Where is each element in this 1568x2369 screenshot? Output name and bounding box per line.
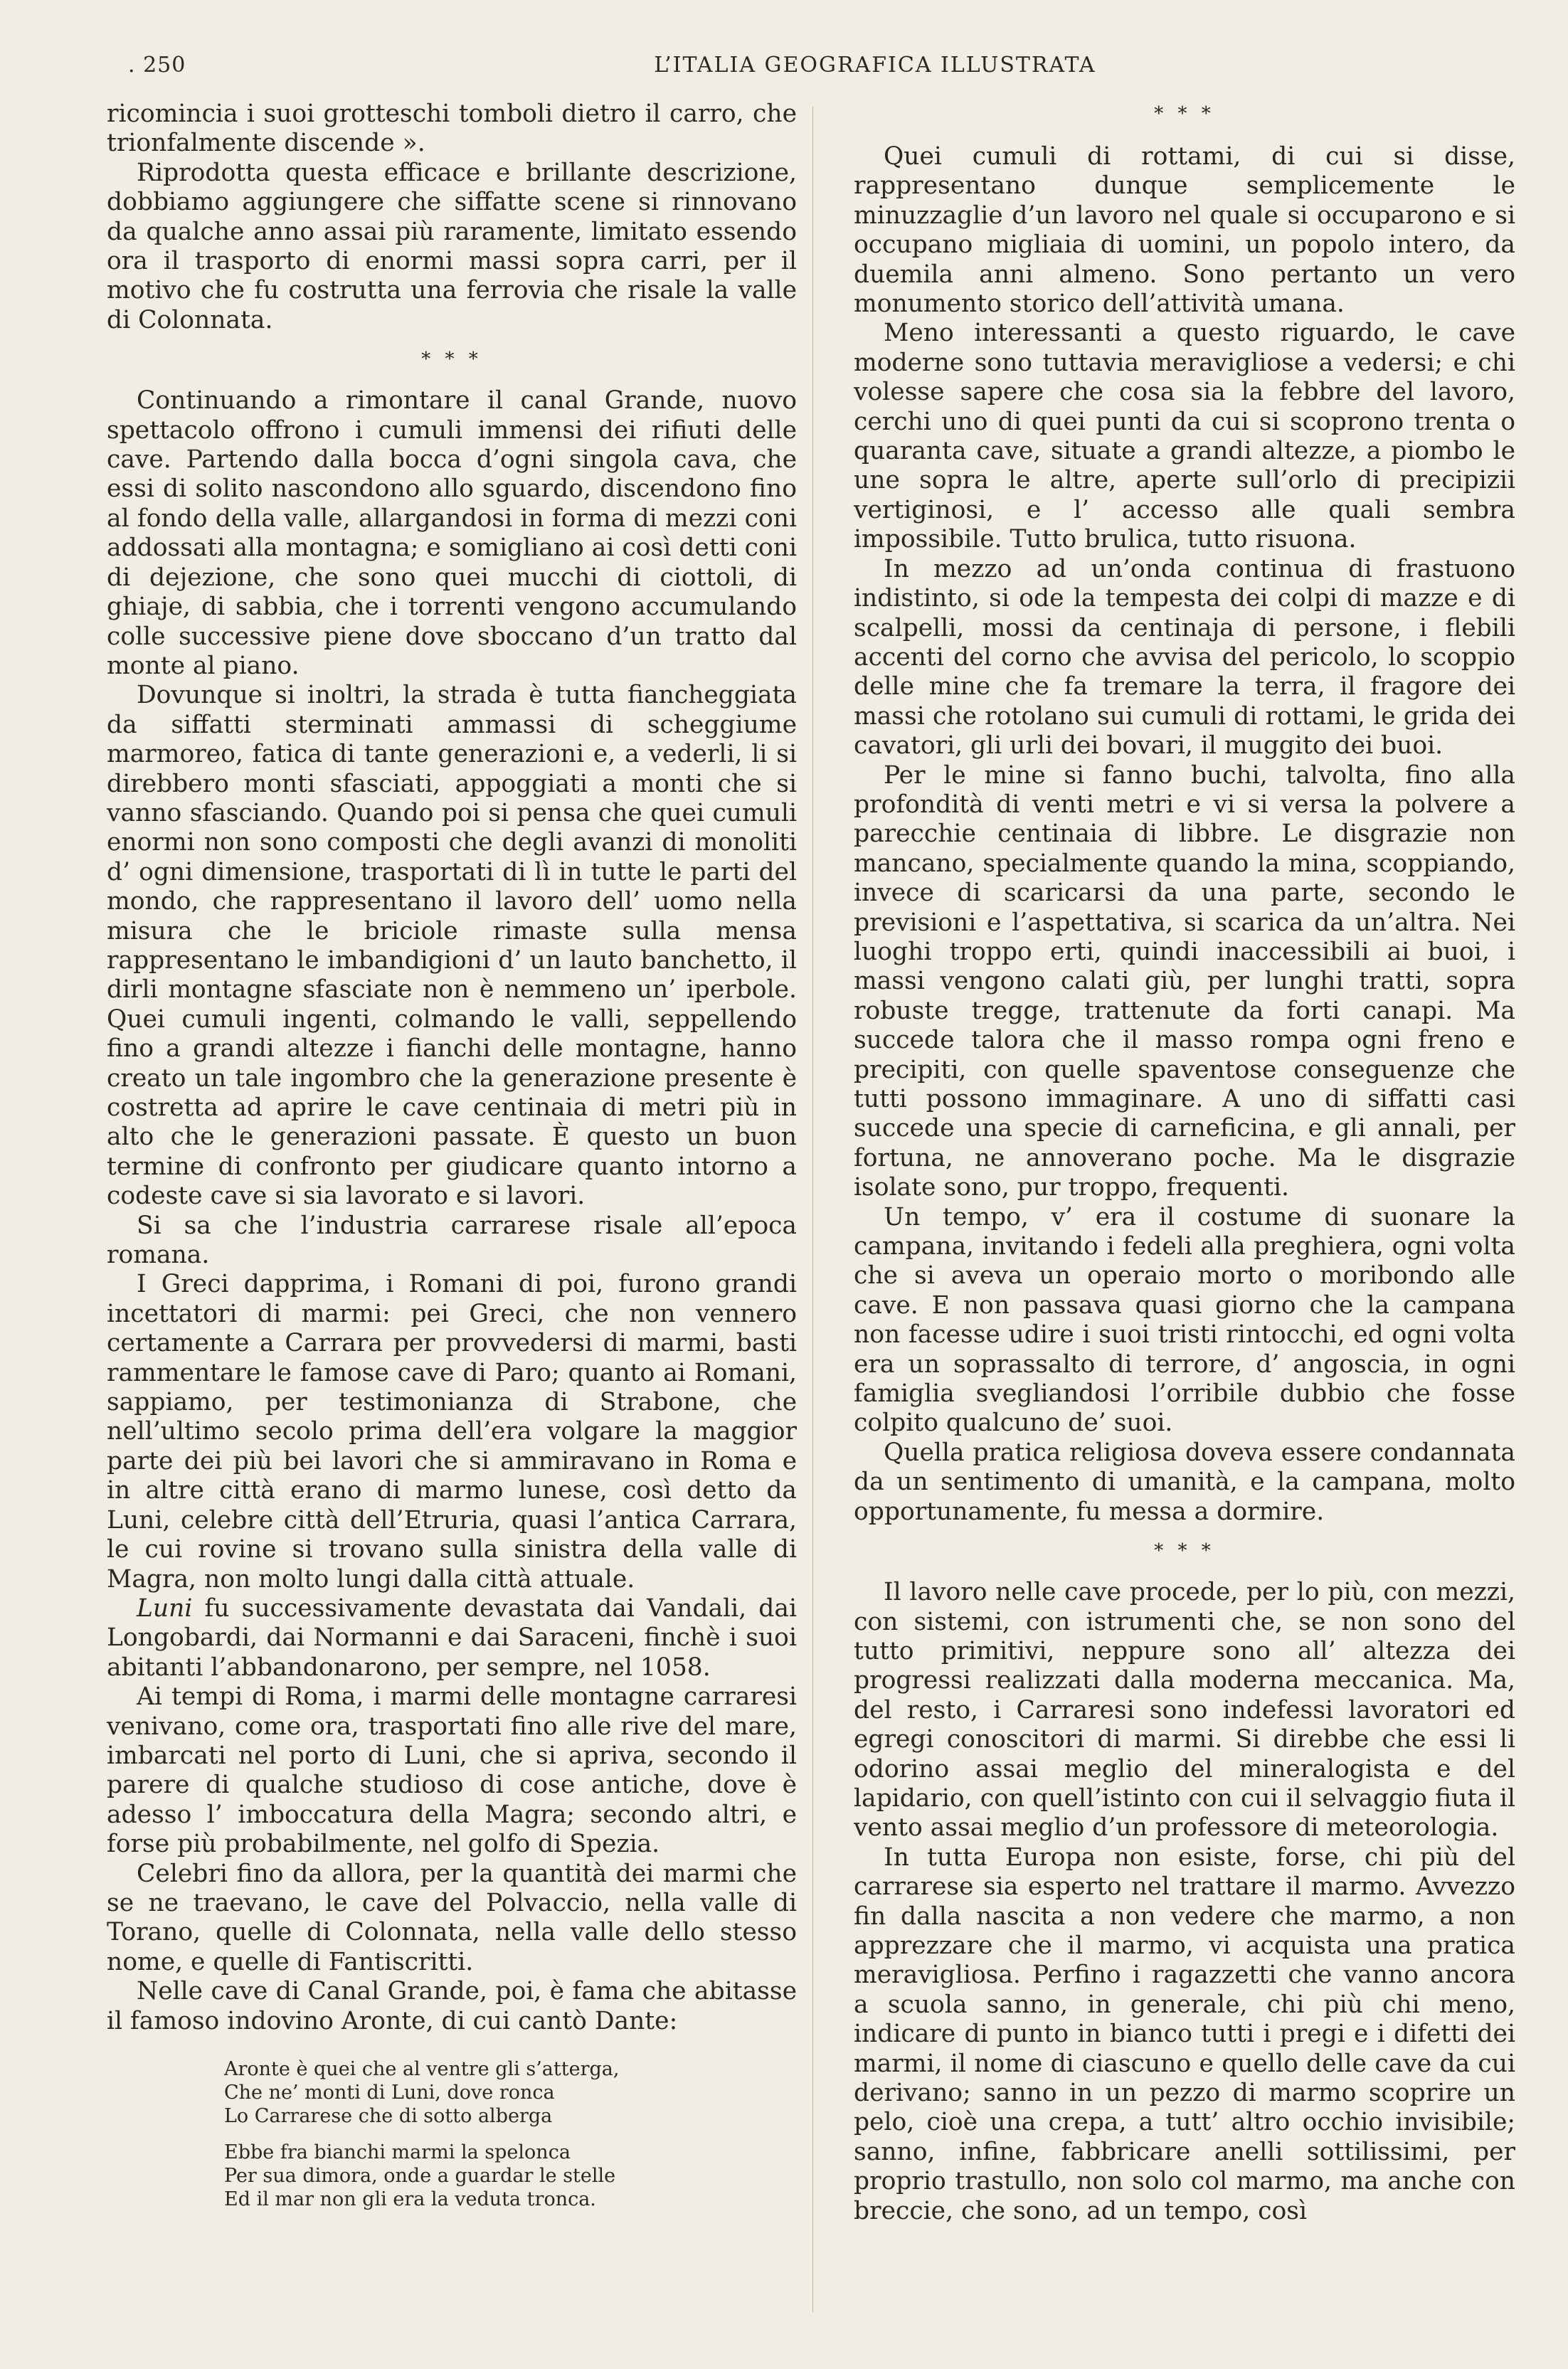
verse-stanza	[224, 2141, 797, 2211]
verse-line: Lo Carrarese che di sotto alberga	[224, 2105, 553, 2127]
verse-line: Ed il mar non gli era la veduta tronca.	[224, 2188, 596, 2210]
paragraph: ricomincia i suoi grotteschi tomboli dietro il carro, che trionfalmente discende ».	[107, 100, 797, 158]
paragraph	[107, 1594, 797, 1682]
left-column	[107, 100, 797, 2326]
section-separator	[854, 103, 1515, 124]
verse-line: Per sua dimora, onde a guardar le stelle	[224, 2165, 616, 2187]
paragraph: Celebri fino da allora, per la quantità dei marmi che se ne traevano, le cave del Polvaccio, nella valle di Torano, quelle di Colonnata, nella valle dello stesso nome, e quelle di Fantiscritti.	[107, 1859, 797, 1976]
paragraph: Un tempo, v’ era il costume di suonare la campana, invitando i fedeli alla preghiera, ogni volta che si aveva un operaio morto o moribondo alle cave. E non passava quasi giorno che la campana non facesse udire i suoi tristi rintocchi, ed ogni volta era un soprassalto di terrore, d’ angoscia, in ogni famiglia svegliandosi l’orribile dubbio che fosse colpito qualcuno de’ suoi.	[854, 1202, 1515, 1438]
separator-asterisks: * * *	[421, 349, 482, 371]
paragraph: I Greci dapprima, i Romani di poi, furono grandi incettatori di marmi: pei Greci, che non vennero certamente a Carrara per provvedersi di marmi, basti rammentare le famose cave di Paro; quanto ai Romani, sappiamo, per testimonianza di Strabone, che nell’ultimo secolo prima dell’era volgare la maggior parte dei più bei lavori che si ammiravano in Roma e in altre città erano di marmo lunese, così detto da Luni, celebre città dell’Etruria, quasi l’antica Carrara, le cui rovine si trovano sulla sinistra della valle di Magra, non molto lungi dalla città attuale.	[107, 1270, 797, 1594]
verse-line: Che ne’ monti di Luni, dove ronca	[224, 2082, 555, 2104]
section-separator	[854, 1540, 1515, 1562]
paragraph: Dovunque si inoltri, la strada è tutta fiancheggiata da siffatti sterminati ammassi di scheggiume marmoreo, fatica di tante generazioni e, a vederli, li si direbbero monti sfasciati, appoggiati a monti che si vanno sfasciando. Quando poi si pensa che quei cumuli enormi non sono composti che degli avanzi di monoliti d’ ogni dimensione, trasportati di lì in tutte le parti del mondo, che rappresentano il lavoro dell’ uomo nella misura che le briciole rimaste sulla mensa rappresentano le imbandigioni d’ un lauto banchetto, il dirli montagne sfasciate non è nemmeno un’ iperbole. Quei cumuli ingenti, colmando le valli, seppellendo fino a grandi altezze i fianchi delle montagne, hanno creato un tale ingombro che la generazione presente è costretta ad aprire le cave centinaia di metri più in alto che le generazioni passate. È questo un buon termine di confronto per giudicare quanto intorno a codeste cave si sia lavorato e si lavori.	[107, 681, 797, 1211]
verse-line: Ebbe fra bianchi marmi la spelonca	[224, 2141, 571, 2163]
dante-verse	[224, 2057, 797, 2211]
separator-asterisks: * * *	[1154, 1540, 1215, 1562]
right-column	[854, 103, 1515, 2369]
paragraph: Continuando a rimontare il canal Grande, nuovo spettacolo offrono i cumuli immensi dei rifiuti delle cave. Partendo dalla bocca d’ogni singola cava, che essi di solito nascondono allo sguardo, discendono fino al fondo della valle, allargandosi in forma di mezzi coni addossati alla montagna; e somigliano ai così detti coni di dejezione, che sono quei mucchi di ciottoli, di ghiaje, di sabbia, che i torrenti vengono accumulando colle successive piene dove sboccano d’un tratto dal monte al piano.	[107, 386, 797, 680]
paragraph: Meno interessanti a questo riguardo, le cave moderne sono tuttavia meravigliose a vedersi; e chi volesse sapere che cosa sia la febbre del lavoro, cerchi uno di quei punti da cui si scoprono trenta o quaranta cave, situate a grandi altezze, a piombo le une sopra le altre, aperte sull’orlo di precipizii vertiginosi, e l’ accesso alle quali sembra impossibile. Tutto brulica, tutto risuona.	[854, 319, 1515, 554]
paragraph-text: fu successivamente devastata dai Vandali, dai Longobardi, dai Normanni e dai Saraceni, finchè i suoi abitanti l’abbandonarono, per sempre, nel 1058.	[107, 1594, 797, 1682]
running-title: L’ITALIA GEOGRAFICA ILLUSTRATA	[654, 53, 1096, 78]
paragraph: Riprodotta questa efficace e brillante descrizione, dobbiamo aggiungere che siffatte scene si rinnovano da qualche anno assai più raramente, limitato essendo ora il trasporto di enormi massi sopra carri, per il motivo che fu costrutta una ferrovia che risale la valle di Colonnata.	[107, 158, 797, 334]
paragraph: Quella pratica religiosa doveva essere condannata da un sentimento di umanità, e la campana, molto opportunamente, fu messa a dormire.	[854, 1438, 1515, 1526]
italic-word: Luni	[137, 1594, 193, 1623]
paragraph: Quei cumuli di rottami, di cui si disse, rappresentano dunque semplicemente le minuzzaglie d’un lavoro nel quale si occuparono e si occupano migliaia di uomini, un popolo intero, da duemila anni almeno. Sono pertanto un vero monumento storico dell’attività umana.	[854, 142, 1515, 319]
verse-stanza	[224, 2057, 797, 2128]
section-separator	[107, 349, 797, 371]
paragraph: Il lavoro nelle cave procede, per lo più, con mezzi, con sistemi, con istrumenti che, se non sono del tutto primitivi, neppure sono all’ altezza dei progressi realizzati dalla moderna meccanica. Ma, del resto, i Carraresi sono indefessi lavoratori ed egregi conoscitori di marmi. Si direbbe che essi li odorino assai meglio del mineralogista e del lapidario, con quell’istinto con cui il selvaggio fiuta il vento assai meglio d’un professore di meteorologia.	[854, 1578, 1515, 1843]
separator-asterisks: * * *	[1154, 103, 1215, 124]
page-header	[128, 53, 1515, 88]
paragraph: Per le mine si fanno buchi, talvolta, fino alla profondità di venti metri e vi si versa la polvere a parecchie centinaia di libbre. Le disgrazie non mancano, specialmente quando la mina, scoppiando, invece di scaricarsi da una parte, secondo le previsioni e l’aspettativa, si scarica da un’altra. Nei luoghi troppo erti, quindi inaccessibili ai buoi, i massi vengono calati giù, per lunghi tratti, sopra robuste tregge, trattenute da forti canapi. Ma succede talora che il masso rompa ogni freno e precipiti, con quelle spaventose conseguenze che tutti possono immaginare. A uno di siffatti casi succede una specie di carneficina, e gli annali, per fortuna, ne annoverano poche. Ma le disgrazie isolate sono, pur troppo, frequenti.	[854, 760, 1515, 1202]
paragraph: Ai tempi di Roma, i marmi delle montagne carraresi venivano, come ora, trasportati fino alle rive del mare, imbarcati nel porto di Luni, che si apriva, secondo il parere di qualche studioso di cose antiche, dove è adesso l’ imboccatura della Magra; secondo altri, e forse più probabilmente, nel golfo di Spezia.	[107, 1682, 797, 1859]
column-divider	[812, 107, 813, 2312]
paragraph: In tutta Europa non esiste, forse, chi più del carrarese sia esperto nel trattare il marmo. Avvezzo fin dalla nascita a non vedere che marmo, a non apprezzare che il marmo, vi acquista una pratica meravigliosa. Perfino i ragazzetti che vanno ancora a scuola sanno, in generale, chi più chi meno, indicare di punto in bianco tutti i pregi e i difetti dei marmi, il nome di ciascuno e quello delle cave da cui derivano; sanno in un pezzo di marmo scoprire un pelo, cioè una crepa, a tutt’ altro occhio invisibile; sanno, infine, fabbricare anelli sottilissimi, per proprio trastullo, non solo col marmo, ma anche con breccie, che sono, ad un tempo, così	[854, 1843, 1515, 2225]
page-number: . 250	[128, 53, 186, 78]
paragraph: Nelle cave di Canal Grande, poi, è fama che abitasse il famoso indovino Aronte, di cui cantò Dante:	[107, 1977, 797, 2035]
paragraph: Si sa che l’industria carrarese risale all’epoca romana.	[107, 1211, 797, 1270]
verse-line: Aronte è quei che al ventre gli s’atterga,	[224, 2058, 620, 2080]
paragraph: In mezzo ad un’onda continua di frastuono indistinto, si ode la tempesta dei colpi di mazze e di scalpelli, mossi da centinaja di persone, i flebili accenti del corno che avvisa del pericolo, lo scoppio delle mine che fa tremare la terra, il fragore dei massi che rotolano sui cumuli di rottami, le grida dei cavatori, gli urli dei bovari, il muggito dei buoi.	[854, 554, 1515, 760]
